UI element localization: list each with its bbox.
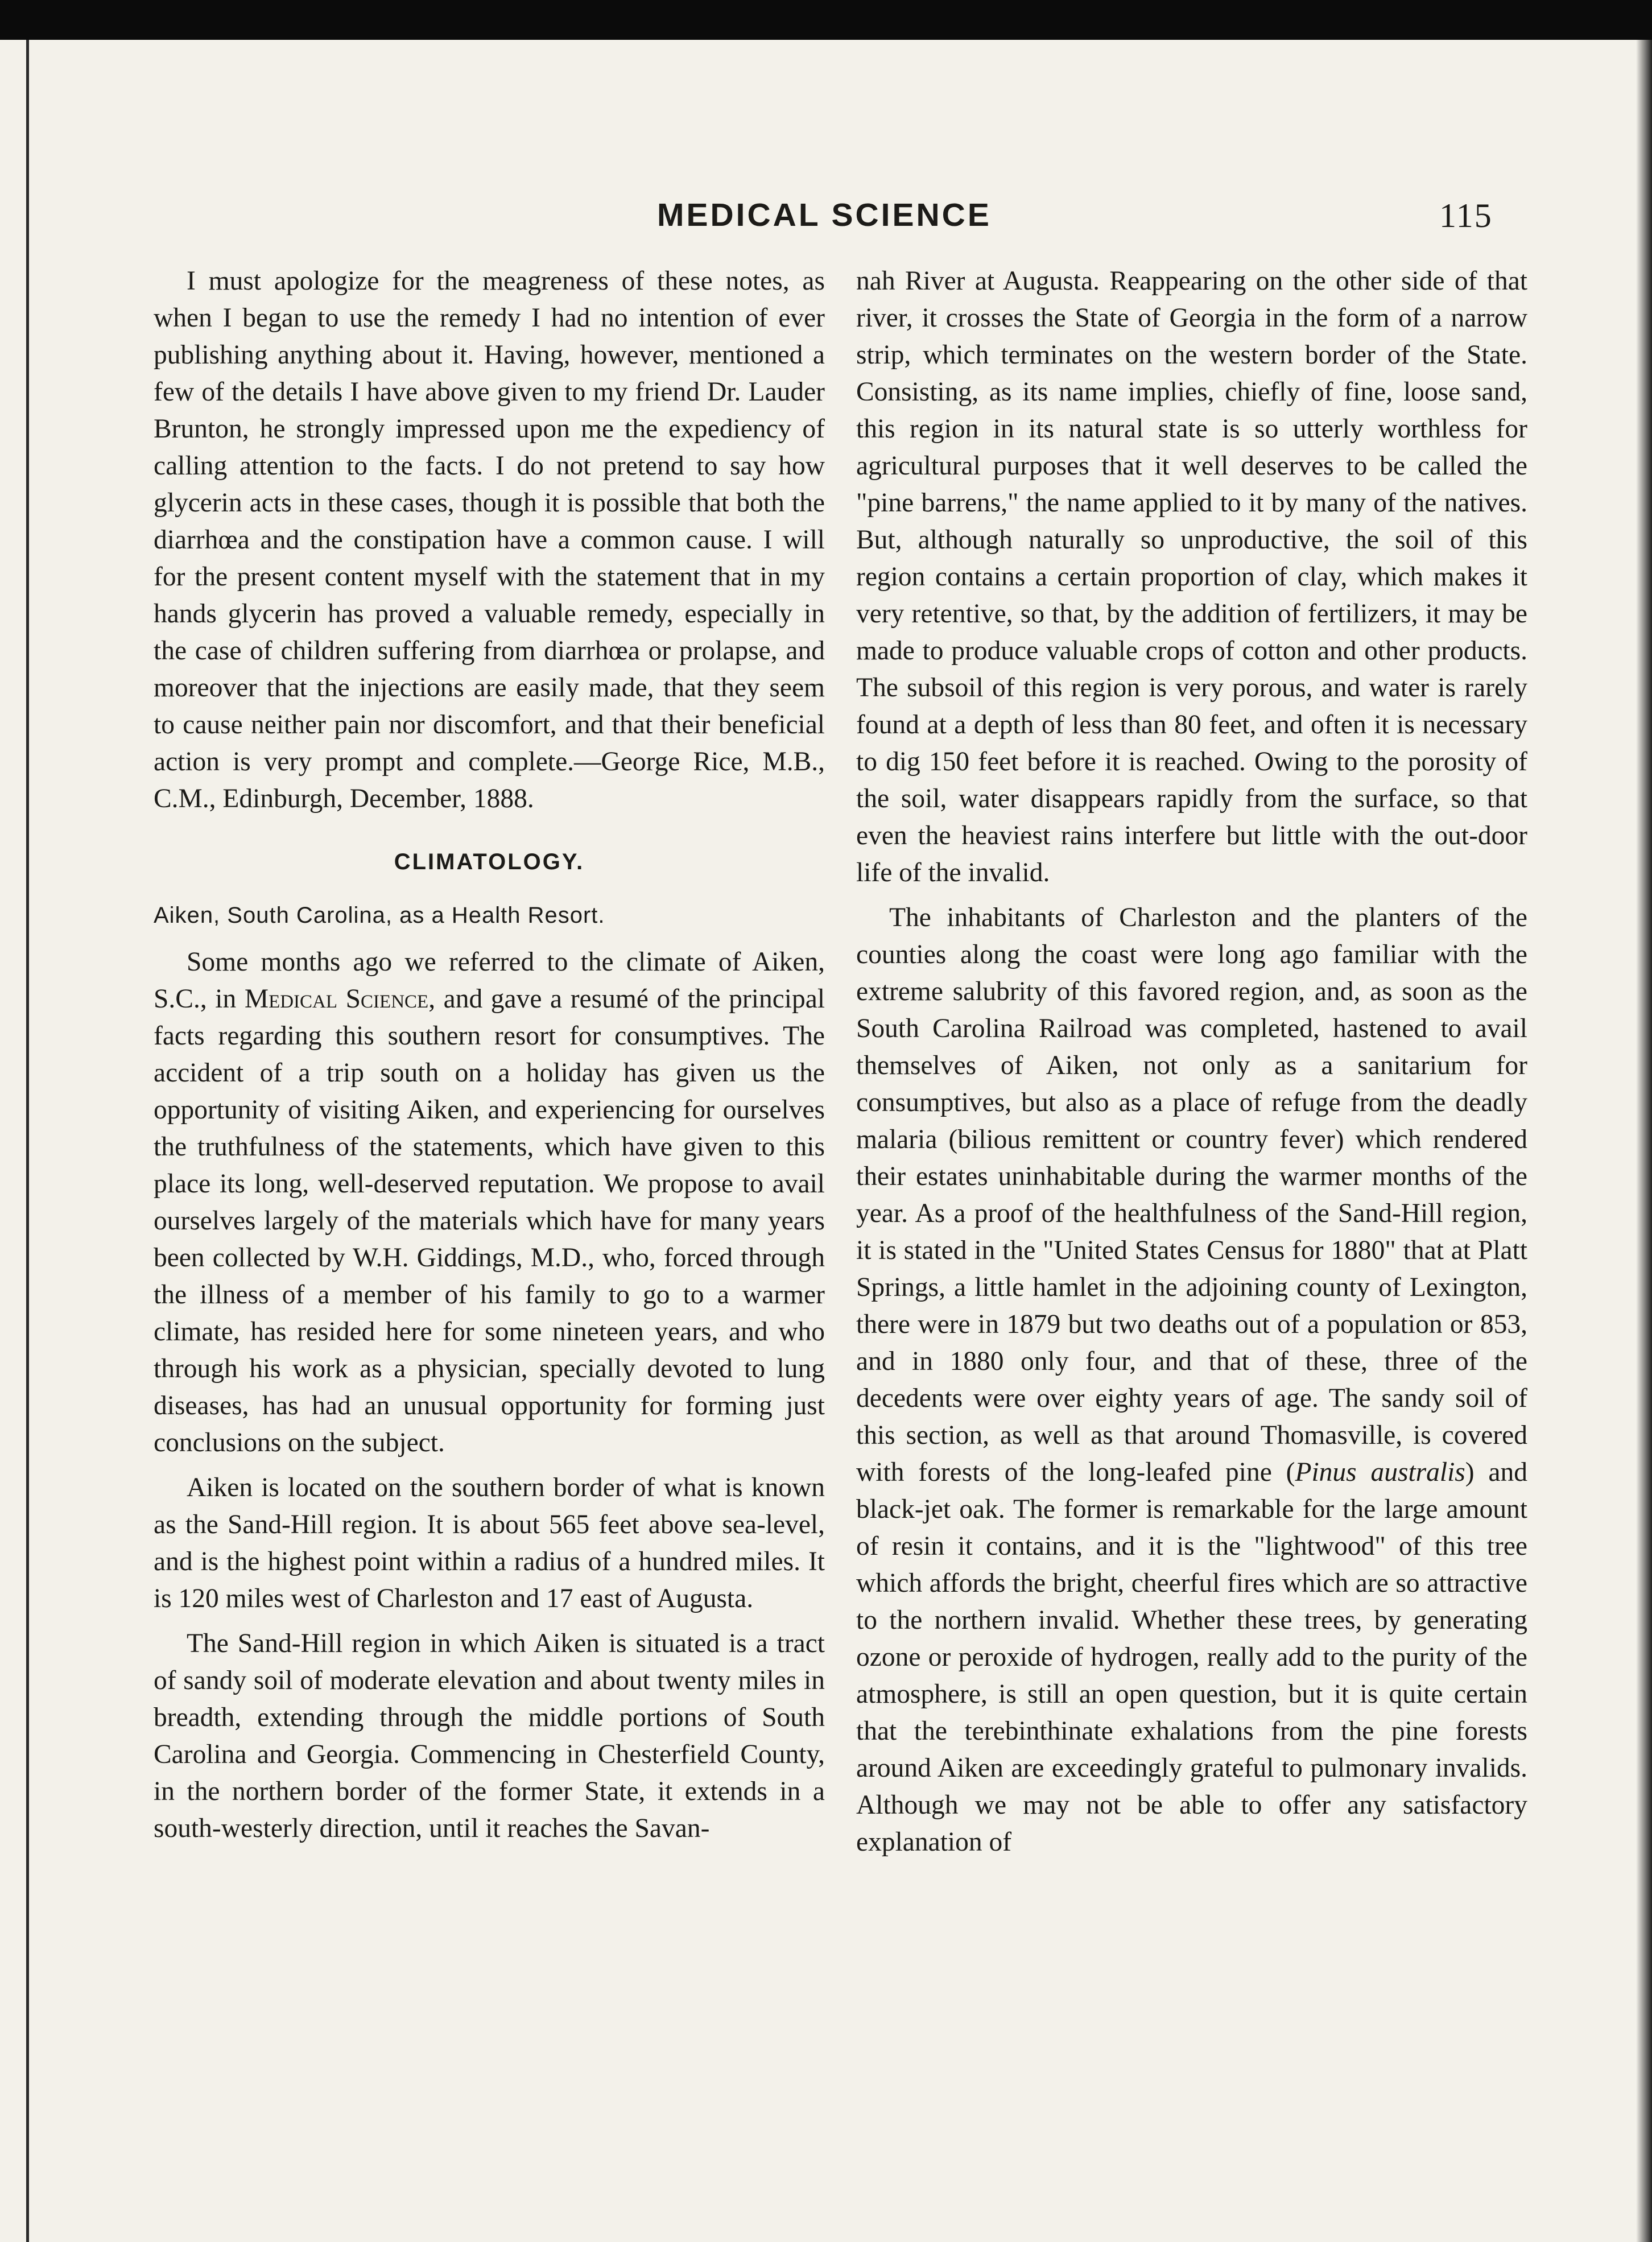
charleston-inhabitants-paragraph [856, 899, 1527, 1861]
glycerin-closing-paragraph: I must apologize for the meagreness of these notes, as when I began to use the remedy I had no intention of ever publishing anything about it. Having, however, mentioned a few of the details I have above given to my friend Dr. Lauder Brunton, he strongly impressed upon me the expediency of calling attention to the facts. I do not pretend to say how glycerin acts in these cases, though it is possible that both the diarrhœa and the constipation have a common cause. I will for the present content myself with the statement that in my hands glycerin has proved a valuable remedy, especially in the case of children suffering from diarrhœa or prolapse, and moreover that the injections are easily made, that they seem to cause neither pain nor discomfort, and that their beneficial action is very prompt and complete.—George Rice, M.B., C.M., Edinburgh, December, 1888. [154, 266, 825, 814]
article-title: Aiken, South Carolina, as a Health Resort. [154, 903, 605, 928]
latin-species-name: Pinus australis [1295, 1457, 1465, 1487]
aiken-intro-paragraph [154, 944, 825, 1461]
inhabitants-text-start: The inhabitants of Charleston and the planters of the counties along the coast were long ago familiar with the extreme salubrity of this favored region, and, as soon as the South Carolina Railroad was completed, hastened to avail themselves of Aiken, not only as a sanitarium for consumptives, but also as a place of refuge from the deadly malaria (bilious remittent or country fever) which rendered their estates uninhabitable during the warmer months of the year. As a proof of the healthfulness of the Sand-Hill region, it is stated in the "United States Census for 1880" that at Platt Springs, a little hamlet in the adjoining county of Lexington, there were in 1879 but two deaths out of a population or 853, and in 1880 only four, and that of these, three of the decedents were over eighty years of age. The sandy soil of this section, as well as that around Thomasville, is covered with forests of the long-leafed pine ( [856, 903, 1527, 1487]
section-heading: CLIMATOLOGY. [394, 849, 585, 874]
scan-top-edge [0, 0, 1652, 40]
sandhill-continuation-paragraph: nah River at Augusta. Reappearing on the other side of that river, it crosses the State of Georgia in the form of a narrow strip, which terminates on the western border of the State. Consisting, as its name implies, chiefly of fine, loose sand, this region in its natural state is so utterly worthless for agricultural purposes that it well deserves to be called the "pine barrens," the name applied to it by many of the natives. But, although naturally so unproductive, the soil of this region contains a certain proportion of clay, which makes it very retentive, so that, by the addition of fertilizers, it may be made to produce valuable crops of cotton and other products. The subsoil of this region is very porous, and water is rarely found at a depth of less than 80 feet, and often it is necessary to dig 150 feet before it is reached. Owing to the porosity of the soil, water disappears rapidly from the surface, so that even the heaviest rains interfere but little with the out-door life of the invalid. [856, 266, 1527, 887]
sandhill-region-paragraph: The Sand-Hill region in which Aiken is situated is a tract of sandy soil of moderate elevation and about twenty miles in breadth, extending through the middle portions of South Carolina and Georgia. Commencing in Chesterfield County, in the northern border of the former State, it extends in a south-westerly direction, until it reaches the Savan- [154, 1629, 825, 1843]
right-column [856, 263, 1527, 1869]
intro-text-end: , and gave a resumé of the principal facts regarding this southern resort for consumptives. The accident of a trip south on a holiday has given us the opportunity of visiting Aiken, and experiencing for ourselves the truthfulness of the statements, which have given to this place its long, well-deserved reputation. We propose to avail ourselves largely of the materials which have for many years been collected by W.H. Giddings, M.D., who, forced through the illness of a member of his family to go to a warmer climate, has resided here for some nineteen years, and who through his work as a physician, specially devoted to lung diseases, has had an unusual opportunity for forming just conclusions on the subject. [154, 984, 825, 1457]
journal-name: Medical Science [244, 984, 429, 1014]
scan-right-edge [1636, 40, 1652, 2242]
page-number: 115 [1439, 197, 1493, 234]
scan-left-edge [26, 40, 29, 2242]
inhabitants-text-end: ) and black-jet oak. The former is remarkable for the large amount of resin it contains, and it is the "lightwood" of this tree which affords the bright, cheerful fires which are so attractive to the northern invalid. Whether these trees, by generating ozone or peroxide of hydrogen, really add to the purity of the atmosphere, is still an open question, but it is quite certain that the terebinthinate exhalations from the pine forests around Aiken are exceedingly grateful to pulmonary invalids. Although we may not be able to offer any satisfactory explanation of [856, 1457, 1527, 1857]
running-head-title: MEDICAL SCIENCE [657, 197, 992, 233]
intro-text-start: Some months ago we referred to the climate of Aiken, S.C., in [154, 947, 825, 1014]
aiken-location-paragraph: Aiken is located on the southern border of what is known as the Sand-Hill region. It is about 565 feet above sea-level, and is the highest point within a radius of a hundred miles. It is 120 miles west of Charleston and 17 east of Augusta. [154, 1473, 825, 1613]
left-column [154, 263, 825, 1855]
